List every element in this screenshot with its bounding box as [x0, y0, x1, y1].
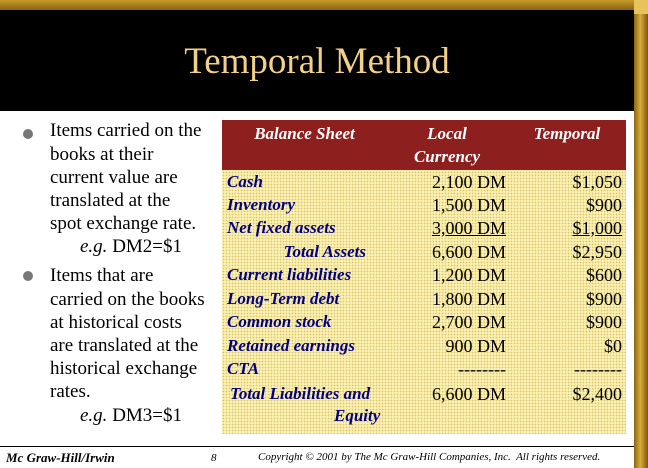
row-temporal: $600: [586, 265, 622, 285]
row-label: Net fixed assets: [227, 218, 336, 237]
bullet-2-example: [80, 405, 182, 427]
table-row: [222, 265, 626, 288]
bullet-1-line-5: spot exchange rate.: [50, 213, 197, 234]
example-value: DM2=$1: [107, 236, 183, 257]
footer-publisher: Mc Graw-Hill/Irwin: [6, 450, 115, 465]
row-temporal: $2,950: [572, 242, 622, 262]
header-temporal: Temporal: [533, 124, 601, 143]
total-local: 6,600 DM: [431, 384, 506, 404]
table-row: [222, 336, 626, 359]
row-label: Inventory: [227, 195, 295, 214]
bullet-2-line-4: are translated at the: [50, 335, 199, 356]
row-local: 2,700 DM: [431, 312, 506, 332]
frame-top-border: [0, 0, 648, 10]
bullet-1-line-1: Items carried on the: [50, 120, 202, 141]
footer-page-number: 8: [211, 452, 217, 464]
frame-right-border: [634, 0, 648, 468]
table-row: [222, 242, 626, 265]
row-local: 900 DM: [445, 336, 506, 356]
example-value: DM3=$1: [107, 405, 183, 426]
table-total-row: [222, 384, 626, 430]
bullet-2-line-2: carried on the books: [50, 289, 205, 310]
bullet-1-line-3: current value are: [50, 167, 178, 188]
row-temporal: --------: [574, 359, 622, 379]
table-row: [222, 312, 626, 335]
table-row: [222, 195, 626, 218]
example-prefix: e.g.: [80, 236, 108, 257]
row-temporal: $900: [586, 289, 622, 309]
table-row: [222, 172, 626, 195]
row-label: Current liabilities: [227, 265, 352, 284]
frame-corner: [634, 0, 648, 14]
row-temporal: $1,000: [572, 218, 622, 238]
total-label-line-2: Equity: [334, 406, 381, 425]
table-row: [222, 359, 626, 382]
bullet-dot-1: [23, 129, 33, 139]
row-local: 3,000 DM: [431, 218, 506, 238]
bullet-2-line-1: Items that are: [50, 265, 154, 286]
bullet-2-line-5: historical exchange: [50, 358, 198, 379]
bullet-dot-2: [23, 271, 33, 281]
header-balance-sheet: Balance Sheet: [254, 124, 355, 143]
row-local: --------: [458, 359, 506, 379]
bullet-1-example: [80, 236, 182, 258]
row-temporal: $0: [604, 336, 622, 356]
row-temporal: $900: [586, 195, 622, 215]
row-local: 1,500 DM: [431, 195, 506, 215]
row-label: Long-Term debt: [227, 289, 340, 308]
header-local-line-2: Currency: [413, 147, 481, 166]
row-local: 1,800 DM: [431, 289, 506, 309]
table-row: [222, 218, 626, 241]
header-local-line-1: Local: [427, 124, 467, 143]
bullet-2-line-3: at historical costs: [50, 312, 182, 333]
example-prefix: e.g.: [80, 405, 108, 426]
row-label: Total Assets: [283, 242, 366, 261]
row-local: 6,600 DM: [431, 242, 506, 262]
row-temporal: $900: [586, 312, 622, 332]
total-temporal: $2,400: [572, 384, 622, 404]
footer-divider: [0, 446, 634, 447]
row-local: 1,200 DM: [431, 265, 506, 285]
row-label: Cash: [227, 172, 263, 191]
total-label-line-1: Total Liabilities and: [230, 384, 371, 403]
footer-copyright: Copyright © 2001 by The Mc Graw-Hill Companies, Inc. All rights reserved.: [258, 451, 601, 463]
row-local: 2,100 DM: [431, 172, 506, 192]
table-row: [222, 289, 626, 312]
bullet-2-line-6: rates.: [50, 381, 91, 402]
slide-title: Temporal Method: [184, 41, 450, 82]
row-label: Retained earnings: [227, 336, 355, 355]
bullet-1-line-4: translated at the: [50, 190, 171, 211]
table-header: [222, 120, 626, 170]
row-label: CTA: [227, 359, 260, 378]
bullet-1-line-2: books at their: [50, 144, 154, 165]
row-temporal: $1,050: [572, 172, 622, 192]
row-label: Common stock: [227, 312, 332, 331]
